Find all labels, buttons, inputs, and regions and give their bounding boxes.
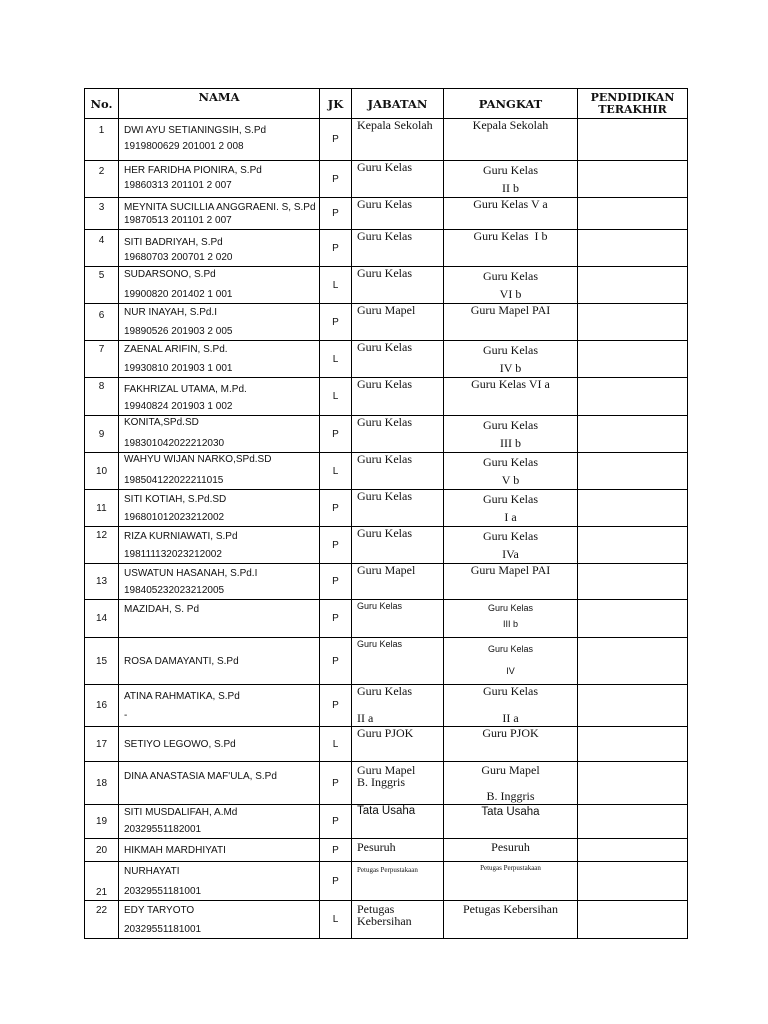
- pangkat-text: Guru Kelas: [483, 529, 538, 543]
- pangkat-text: Guru Kelas: [487, 603, 534, 613]
- staff-name: SITI KOTIAH, S.Pd.SD: [124, 494, 227, 505]
- table-row: [85, 230, 688, 267]
- staff-nip: 19890526 201903 2 005: [124, 326, 233, 337]
- table-row: [85, 839, 688, 862]
- row-jk: L: [320, 341, 352, 378]
- staff-name: EDY TARYOTO: [124, 905, 195, 916]
- row-no: 4: [85, 230, 119, 267]
- row-jk: P: [320, 490, 352, 527]
- staff-name: NUR INAYAH, S.Pd.I: [124, 307, 217, 318]
- table-row: [85, 416, 688, 453]
- row-jabatan: [352, 161, 444, 198]
- pangkat-text: Kepala Sekolah: [472, 118, 549, 132]
- pangkat-grade: III b: [500, 436, 521, 450]
- row-no: 7: [85, 341, 119, 378]
- staff-nip: 20329551181001: [124, 924, 202, 935]
- row-pangkat: [444, 862, 578, 901]
- staff-nip: 19930810 201903 1 001: [124, 363, 233, 374]
- row-nama: [119, 762, 320, 805]
- row-jk: P: [320, 230, 352, 267]
- pangkat-text: Petugas Kebersihan: [463, 902, 558, 916]
- pangkat-grade: VI b: [499, 287, 522, 301]
- staff-name: MEYNITA SUCILLIA ANGGRAENI. S, S.Pd: [124, 202, 316, 213]
- staff-name: SITI BADRIYAH, S.Pd: [124, 237, 223, 248]
- row-jabatan: [352, 564, 444, 600]
- row-jk: P: [320, 416, 352, 453]
- pangkat-text: Guru Kelas: [487, 644, 534, 654]
- staff-name: DINA ANASTASIA MAF'ULA, S.Pd: [124, 771, 277, 782]
- row-no: 12: [85, 527, 119, 564]
- row-pendidikan: [578, 416, 688, 453]
- table-row: [85, 685, 688, 727]
- pangkat-text: Guru Kelas I b: [473, 229, 548, 243]
- staff-name: SUDARSONO, S.Pd: [124, 269, 216, 280]
- staff-nip: 198301042022212030: [124, 438, 225, 449]
- staff-nip: -: [124, 710, 128, 721]
- staff-nip: 19900820 201402 1 001: [124, 289, 233, 300]
- row-jk: P: [320, 638, 352, 685]
- table-row: [85, 267, 688, 304]
- row-nama: [119, 267, 320, 304]
- row-no: 2: [85, 161, 119, 198]
- row-nama: [119, 230, 320, 267]
- row-pendidikan: [578, 839, 688, 862]
- row-jk: L: [320, 267, 352, 304]
- row-no: 3: [85, 198, 119, 230]
- pangkat-text: Guru Kelas: [483, 163, 538, 177]
- row-no: 6: [85, 304, 119, 341]
- row-jabatan: [352, 839, 444, 862]
- staff-name: SETIYO LEGOWO, S.Pd: [124, 738, 236, 750]
- row-no: 17: [85, 727, 119, 762]
- row-nama: [119, 600, 320, 638]
- row-pendidikan: [578, 901, 688, 939]
- row-pangkat: [444, 304, 578, 341]
- table-row: [85, 119, 688, 161]
- pangkat-grade: III b: [502, 619, 518, 629]
- row-jabatan: [352, 416, 444, 453]
- row-no: 8: [85, 378, 119, 416]
- row-pangkat: [444, 267, 578, 304]
- pangkat-text: Guru Mapel PAI: [470, 563, 551, 577]
- pangkat-grade: II b: [502, 181, 519, 195]
- row-pangkat: [444, 685, 578, 727]
- row-jabatan: [352, 685, 444, 727]
- row-pendidikan: [578, 527, 688, 564]
- row-no: 15: [85, 638, 119, 685]
- row-jabatan: [352, 304, 444, 341]
- pangkat-grade: IV b: [499, 361, 522, 375]
- table-row: [85, 161, 688, 198]
- row-jk: L: [320, 901, 352, 939]
- pangkat-text: Guru Kelas: [483, 418, 538, 432]
- staff-name: FAKHRIZAL UTAMA, M.Pd.: [124, 384, 247, 395]
- jabatan-text: Guru PJOK: [357, 726, 414, 740]
- row-nama: [119, 685, 320, 727]
- row-nama: [119, 304, 320, 341]
- row-nama: [119, 527, 320, 564]
- staff-name: HER FARIDHA PIONIRA, S.Pd: [124, 165, 262, 176]
- row-jk: P: [320, 119, 352, 161]
- row-nama: [119, 839, 320, 862]
- jabatan-text: Guru Kelas: [357, 452, 412, 466]
- jabatan-text: Pesuruh: [357, 840, 396, 854]
- jabatan-grade: II a: [357, 711, 374, 725]
- row-pendidikan: [578, 600, 688, 638]
- row-no: 16: [85, 685, 119, 727]
- row-pangkat: [444, 564, 578, 600]
- header-pendidikan: [578, 89, 688, 119]
- row-jabatan: [352, 805, 444, 839]
- jabatan-text: Guru Kelas: [357, 266, 412, 280]
- row-nama: [119, 862, 320, 901]
- pangkat-text: Tata Usaha: [481, 806, 540, 818]
- row-pangkat: [444, 805, 578, 839]
- row-pendidikan: [578, 230, 688, 267]
- row-jabatan: [352, 600, 444, 638]
- row-jabatan: [352, 727, 444, 762]
- row-no: 13: [85, 564, 119, 600]
- jabatan-text: Guru Kelas: [357, 526, 412, 540]
- row-nama: [119, 564, 320, 600]
- row-no: 9: [85, 416, 119, 453]
- staff-nip: 20329551182001: [124, 824, 202, 835]
- row-jabatan: [352, 862, 444, 901]
- staff-name: USWATUN HASANAH, S.Pd.I: [124, 568, 258, 579]
- row-pendidikan: [578, 267, 688, 304]
- pangkat-text: Petugas Perpustakaan: [480, 864, 541, 872]
- jabatan-text: Guru Mapel: [357, 763, 416, 777]
- row-nama: [119, 453, 320, 490]
- row-jk: P: [320, 304, 352, 341]
- row-pendidikan: [578, 638, 688, 685]
- header-no: No.: [85, 89, 119, 119]
- row-pangkat: [444, 161, 578, 198]
- staff-nip: 198504122022211015: [124, 475, 224, 486]
- row-jk: P: [320, 805, 352, 839]
- jabatan-text: Guru Kelas: [357, 639, 403, 649]
- jabatan-text: Petugas Perpustakaan: [357, 866, 418, 874]
- pangkat-grade: IV: [506, 666, 515, 676]
- row-no: 14: [85, 600, 119, 638]
- row-pendidikan: [578, 453, 688, 490]
- table-row: [85, 378, 688, 416]
- staff-name: SITI MUSDALIFAH, A.Md: [124, 807, 238, 818]
- header-nama: NAMA: [119, 89, 320, 119]
- pangkat-text: Guru PJOK: [482, 726, 539, 740]
- row-nama: [119, 805, 320, 839]
- row-jk: P: [320, 600, 352, 638]
- row-nama: [119, 341, 320, 378]
- row-jabatan: [352, 453, 444, 490]
- row-jk: P: [320, 685, 352, 727]
- staff-name: MAZIDAH, S. Pd: [124, 604, 200, 615]
- row-pendidikan: [578, 304, 688, 341]
- row-jk: P: [320, 198, 352, 230]
- row-jk: P: [320, 762, 352, 805]
- staff-nip: 198111132023212002: [124, 549, 222, 560]
- staff-nip: 19940824 201903 1 002: [124, 401, 233, 412]
- jabatan-text: Kepala Sekolah: [357, 118, 433, 132]
- header-pendidikan-line2: TERAKHIR: [598, 102, 667, 116]
- row-jabatan: [352, 527, 444, 564]
- pangkat-text: Guru Kelas: [483, 343, 538, 357]
- row-pangkat: [444, 762, 578, 805]
- jabatan-text: Guru Mapel: [357, 303, 416, 317]
- jabatan-text: Guru Kelas: [357, 197, 412, 211]
- pangkat-subject: B. Inggris: [486, 789, 535, 803]
- staff-nip: 19860313 201101 2 007: [124, 180, 232, 191]
- staff-name: HIKMAH MARDHIYATI: [124, 844, 226, 856]
- header-jabatan: JABATAN: [352, 89, 444, 119]
- pangkat-text: Guru Kelas: [483, 684, 538, 698]
- jabatan-text: Guru Kelas: [357, 340, 412, 354]
- row-pendidikan: [578, 762, 688, 805]
- jabatan-subject: B. Inggris: [357, 775, 405, 789]
- table-row: [85, 304, 688, 341]
- staff-name: ROSA DAMAYANTI, S.Pd: [124, 655, 239, 667]
- staff-name: ZAENAL ARIFIN, S.Pd.: [124, 344, 228, 355]
- jabatan-text: Guru Kelas: [357, 415, 412, 429]
- staff-name: ATINA RAHMATIKA, S.Pd: [124, 691, 240, 702]
- row-no: 11: [85, 490, 119, 527]
- pangkat-text: Pesuruh: [491, 840, 530, 854]
- pangkat-text: Guru Mapel: [481, 763, 540, 777]
- header-row: [85, 89, 688, 119]
- jabatan-text: Tata Usaha: [357, 805, 416, 817]
- staff-nip: 198405232023212005: [124, 585, 225, 596]
- pangkat-text: Guru Kelas V a: [473, 197, 548, 211]
- row-pangkat: [444, 453, 578, 490]
- row-jabatan: [352, 119, 444, 161]
- row-pendidikan: [578, 378, 688, 416]
- row-no: 19: [85, 805, 119, 839]
- row-pendidikan: [578, 119, 688, 161]
- staff-table: [84, 88, 688, 939]
- row-pangkat: [444, 901, 578, 939]
- header-jk: JK: [320, 89, 352, 119]
- row-nama: [119, 378, 320, 416]
- row-pangkat: [444, 198, 578, 230]
- staff-name: WAHYU WIJAN NARKO,SPd.SD: [124, 454, 272, 465]
- staff-name: KONITA,SPd.SD: [124, 417, 199, 428]
- row-jk: L: [320, 727, 352, 762]
- row-no: 5: [85, 267, 119, 304]
- row-jabatan: [352, 230, 444, 267]
- table-row: [85, 901, 688, 939]
- row-pangkat: [444, 341, 578, 378]
- staff-name: DWI AYU SETIANINGSIH, S.Pd: [124, 125, 267, 136]
- jabatan-text: Guru Kelas: [357, 489, 412, 503]
- row-pangkat: [444, 839, 578, 862]
- row-pendidikan: [578, 341, 688, 378]
- row-pendidikan: [578, 198, 688, 230]
- row-pendidikan: [578, 564, 688, 600]
- row-pangkat: [444, 230, 578, 267]
- row-jk: L: [320, 378, 352, 416]
- pangkat-grade: V b: [501, 473, 520, 487]
- row-no: 10: [85, 453, 119, 490]
- jabatan-text: Guru Kelas: [357, 160, 412, 174]
- row-jk: P: [320, 161, 352, 198]
- row-nama: [119, 638, 320, 685]
- table-row: [85, 727, 688, 762]
- table-row: [85, 341, 688, 378]
- row-no: 1: [85, 119, 119, 161]
- row-nama: [119, 727, 320, 762]
- row-jabatan: [352, 490, 444, 527]
- pangkat-text: Guru Kelas: [483, 269, 538, 283]
- jabatan-text: Guru Kelas: [357, 229, 412, 243]
- jabatan-text: Guru Kelas: [357, 684, 412, 698]
- row-no: 18: [85, 762, 119, 805]
- header-pendidikan-line1: PENDIDIKAN: [590, 90, 675, 104]
- row-pendidikan: [578, 805, 688, 839]
- row-pendidikan: [578, 862, 688, 901]
- row-pendidikan: [578, 727, 688, 762]
- row-pangkat: [444, 600, 578, 638]
- row-nama: [119, 416, 320, 453]
- pangkat-grade: I a: [504, 510, 517, 524]
- pangkat-text: Guru Kelas: [483, 492, 538, 506]
- table-row: [85, 862, 688, 901]
- row-no: 20: [85, 839, 119, 862]
- pangkat-text: Guru Kelas: [483, 455, 538, 469]
- staff-name: NURHAYATI: [124, 866, 180, 877]
- row-jabatan: [352, 901, 444, 939]
- row-pangkat: [444, 490, 578, 527]
- row-pendidikan: [578, 161, 688, 198]
- staff-nip: 20329551181001: [124, 886, 202, 897]
- jabatan-subject: Kebersihan: [357, 914, 412, 928]
- row-jk: L: [320, 453, 352, 490]
- staff-nip: 196801012023212002: [124, 512, 225, 523]
- row-jabatan: [352, 762, 444, 805]
- row-nama: [119, 901, 320, 939]
- row-jabatan: [352, 378, 444, 416]
- row-jk: P: [320, 839, 352, 862]
- row-jk: P: [320, 527, 352, 564]
- row-jk: P: [320, 564, 352, 600]
- jabatan-text: Guru Kelas: [357, 377, 412, 391]
- jabatan-text: Guru Mapel: [357, 563, 416, 577]
- pangkat-grade: II a: [502, 711, 519, 725]
- table-row: [85, 638, 688, 685]
- table-row: [85, 805, 688, 839]
- table-row: [85, 490, 688, 527]
- row-pangkat: [444, 416, 578, 453]
- row-jabatan: [352, 198, 444, 230]
- jabatan-text: Guru Kelas: [357, 601, 403, 611]
- staff-name: RIZA KURNIAWATI, S.Pd: [124, 531, 238, 542]
- row-jk: P: [320, 862, 352, 901]
- header-pangkat: PANGKAT: [444, 89, 578, 119]
- table-row: [85, 527, 688, 564]
- row-no: 21: [85, 862, 119, 901]
- row-pangkat: [444, 527, 578, 564]
- row-pendidikan: [578, 685, 688, 727]
- row-pangkat: [444, 378, 578, 416]
- table-row: [85, 564, 688, 600]
- pangkat-text: Guru Kelas VI a: [471, 377, 550, 391]
- row-jabatan: [352, 638, 444, 685]
- pangkat-grade: IVa: [502, 547, 519, 561]
- table-row: [85, 453, 688, 490]
- row-pangkat: [444, 119, 578, 161]
- row-jabatan: [352, 267, 444, 304]
- staff-nip: 19680703 200701 2 020: [124, 252, 233, 263]
- row-nama: [119, 161, 320, 198]
- row-nama: [119, 490, 320, 527]
- staff-nip: 19870513 201101 2 007: [124, 215, 232, 226]
- table-row: [85, 198, 688, 230]
- jabatan-text: Petugas: [357, 902, 395, 916]
- row-no: 22: [85, 901, 119, 939]
- pangkat-text: Guru Mapel PAI: [470, 303, 551, 317]
- row-nama: [119, 198, 320, 230]
- row-pangkat: [444, 727, 578, 762]
- row-nama: [119, 119, 320, 161]
- table-row: [85, 762, 688, 805]
- row-jabatan: [352, 341, 444, 378]
- row-pangkat: [444, 638, 578, 685]
- table-row: [85, 600, 688, 638]
- staff-table-container: [84, 88, 687, 939]
- row-pendidikan: [578, 490, 688, 527]
- staff-nip: 1919800629 201001 2 008: [124, 141, 244, 152]
